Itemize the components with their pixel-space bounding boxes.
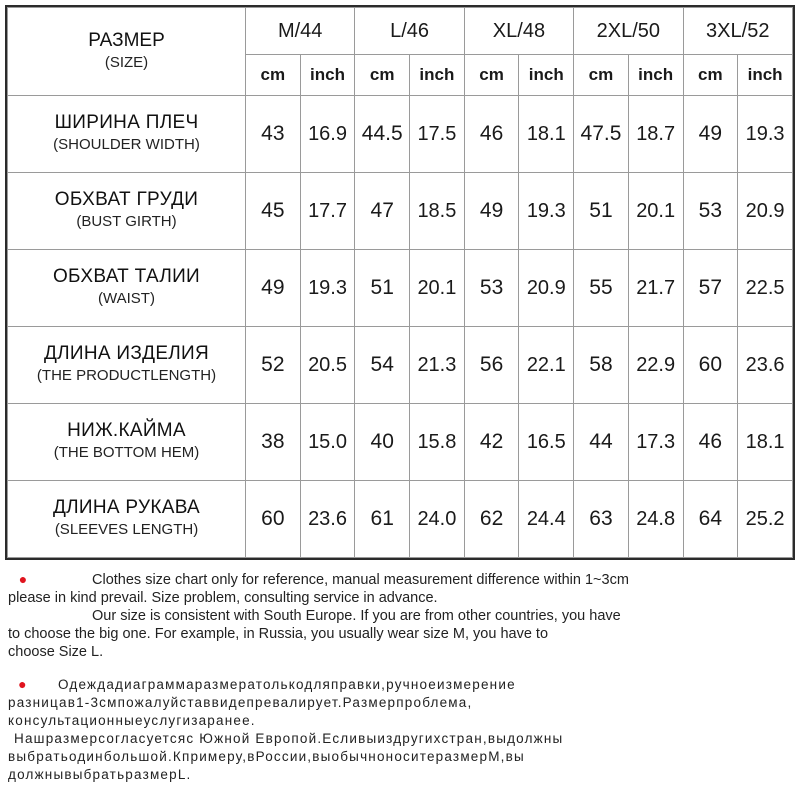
row-label-ru: ДЛИНА РУКАВА xyxy=(52,497,201,518)
unit-inch-2xl: inch xyxy=(628,55,683,96)
row-label-cell xyxy=(8,481,246,558)
value-inch-m: 20.5 xyxy=(300,327,355,404)
unit-cm-3xl: cm xyxy=(683,55,738,96)
value-inch-l: 17.5 xyxy=(410,96,465,173)
value-cm-2xl: 63 xyxy=(574,481,629,558)
table-row xyxy=(8,404,793,481)
unit-inch-m: inch xyxy=(300,55,355,96)
row-label-en: (THE BOTTOM HEM) xyxy=(53,444,200,461)
notes-section xyxy=(8,570,794,798)
note-en-line4: to choose the big one. For example, in Russia, you usually wear size M, you have to xyxy=(8,626,549,642)
value-cm-2xl: 47.5 xyxy=(574,96,629,173)
value-cm-3xl: 57 xyxy=(683,250,738,327)
size-label-ru: РАЗМЕР xyxy=(88,29,165,51)
size-label-cell xyxy=(8,8,246,96)
value-cm-m: 52 xyxy=(246,327,301,404)
note-en-line5: choose Size L. xyxy=(8,644,104,660)
size-header-l: L/46 xyxy=(355,8,464,55)
value-inch-xl: 18.1 xyxy=(519,96,574,173)
value-inch-m: 16.9 xyxy=(300,96,355,173)
unit-cm-l: cm xyxy=(355,55,410,96)
size-table xyxy=(7,7,793,558)
size-header-row xyxy=(8,8,793,55)
value-cm-m: 60 xyxy=(246,481,301,558)
value-cm-m: 45 xyxy=(246,173,301,250)
value-cm-m: 38 xyxy=(246,404,301,481)
value-inch-l: 15.8 xyxy=(410,404,465,481)
size-header-2xl: 2XL/50 xyxy=(574,8,683,55)
value-cm-xl: 56 xyxy=(464,327,519,404)
row-label-cell xyxy=(8,173,246,250)
value-cm-2xl: 44 xyxy=(574,404,629,481)
size-header-m: M/44 xyxy=(246,8,355,55)
row-label-ru: ДЛИНА ИЗДЕЛИЯ xyxy=(43,343,210,364)
value-cm-xl: 42 xyxy=(464,404,519,481)
value-inch-2xl: 20.1 xyxy=(628,173,683,250)
row-label-cell xyxy=(8,404,246,481)
value-cm-xl: 53 xyxy=(464,250,519,327)
value-inch-l: 20.1 xyxy=(410,250,465,327)
row-label-ru: ОБХВАТ ТАЛИИ xyxy=(52,266,201,287)
value-cm-2xl: 55 xyxy=(574,250,629,327)
row-label-cell xyxy=(8,250,246,327)
row-label-cell xyxy=(8,96,246,173)
row-label-ru: ШИРИНА ПЛЕЧ xyxy=(54,112,199,133)
value-inch-3xl: 23.6 xyxy=(738,327,793,404)
value-inch-xl: 16.5 xyxy=(519,404,574,481)
value-cm-2xl: 51 xyxy=(574,173,629,250)
value-inch-3xl: 18.1 xyxy=(738,404,793,481)
value-cm-l: 44.5 xyxy=(355,96,410,173)
value-cm-l: 51 xyxy=(355,250,410,327)
value-inch-3xl: 19.3 xyxy=(738,96,793,173)
table-row xyxy=(8,481,793,558)
row-label-en: (WAIST) xyxy=(98,290,155,307)
note-en-line2: please in kind prevail. Size problem, consulting service in advance. xyxy=(8,590,438,606)
value-cm-m: 49 xyxy=(246,250,301,327)
table-row xyxy=(8,96,793,173)
row-label-ru: ОБХВАТ ГРУДИ xyxy=(54,189,199,210)
value-inch-xl: 20.9 xyxy=(519,250,574,327)
value-inch-l: 24.0 xyxy=(410,481,465,558)
value-cm-l: 61 xyxy=(355,481,410,558)
note-ru-line6: должнывыбратьразмерL. xyxy=(8,767,192,782)
unit-inch-l: inch xyxy=(410,55,465,96)
value-cm-2xl: 58 xyxy=(574,327,629,404)
value-cm-xl: 46 xyxy=(464,96,519,173)
value-inch-m: 23.6 xyxy=(300,481,355,558)
row-label-ru: НИЖ.КАЙМА xyxy=(67,420,186,441)
bullet-icon: ● xyxy=(18,676,28,692)
value-inch-xl: 19.3 xyxy=(519,173,574,250)
value-inch-xl: 22.1 xyxy=(519,327,574,404)
value-inch-2xl: 24.8 xyxy=(628,481,683,558)
value-inch-3xl: 20.9 xyxy=(738,173,793,250)
unit-cm-m: cm xyxy=(246,55,301,96)
note-ru-line4: Нашразмерсогласуетсяс Южной Европой.Есливыиздругихстран,выдолжны xyxy=(14,731,564,746)
value-cm-3xl: 64 xyxy=(683,481,738,558)
note-ru-line2: разницав1-3смпожалуйставвидепревалирует.Размерпроблема, xyxy=(8,695,473,710)
value-inch-m: 17.7 xyxy=(300,173,355,250)
row-label-en: (SLEEVES LENGTH) xyxy=(54,521,199,538)
row-label-en: (SHOULDER WIDTH) xyxy=(53,136,200,153)
value-inch-2xl: 17.3 xyxy=(628,404,683,481)
value-cm-l: 54 xyxy=(355,327,410,404)
bullet-icon: ● xyxy=(18,571,28,587)
size-label-en: (SIZE) xyxy=(104,53,149,71)
row-label-cell xyxy=(8,327,246,404)
value-cm-l: 40 xyxy=(355,404,410,481)
value-inch-3xl: 22.5 xyxy=(738,250,793,327)
value-inch-2xl: 21.7 xyxy=(628,250,683,327)
table-row xyxy=(8,327,793,404)
table-row xyxy=(8,173,793,250)
note-en-line1: Clothes size chart only for reference, manual measurement difference within 1~3cm xyxy=(92,572,629,588)
unit-inch-3xl: inch xyxy=(738,55,793,96)
value-cm-m: 43 xyxy=(246,96,301,173)
note-english xyxy=(8,570,794,661)
row-label-en: (THE PRODUCTLENGTH) xyxy=(36,367,217,384)
size-header-xl: XL/48 xyxy=(464,8,573,55)
value-inch-3xl: 25.2 xyxy=(738,481,793,558)
size-header-3xl: 3XL/52 xyxy=(683,8,793,55)
unit-cm-xl: cm xyxy=(464,55,519,96)
value-cm-3xl: 60 xyxy=(683,327,738,404)
value-inch-m: 19.3 xyxy=(300,250,355,327)
table-row xyxy=(8,250,793,327)
note-en-line3: Our size is consistent with South Europe. If you are from other countries, you have xyxy=(92,608,621,624)
value-inch-2xl: 22.9 xyxy=(628,327,683,404)
note-ru-line3: консультационныеуслугизаранее. xyxy=(8,713,256,728)
value-cm-3xl: 53 xyxy=(683,173,738,250)
value-cm-xl: 62 xyxy=(464,481,519,558)
value-inch-m: 15.0 xyxy=(300,404,355,481)
size-chart xyxy=(5,5,795,560)
note-ru-line1: Одеждадиаграммаразмератолькодляправки,ручноеизмерение xyxy=(58,677,516,692)
value-inch-l: 18.5 xyxy=(410,173,465,250)
value-inch-l: 21.3 xyxy=(410,327,465,404)
value-inch-2xl: 18.7 xyxy=(628,96,683,173)
unit-cm-2xl: cm xyxy=(574,55,629,96)
row-label-en: (BUST GIRTH) xyxy=(76,213,177,230)
unit-inch-xl: inch xyxy=(519,55,574,96)
value-cm-3xl: 49 xyxy=(683,96,738,173)
value-inch-xl: 24.4 xyxy=(519,481,574,558)
note-ru-line5: выбратьодинбольшой.Кпримеру,вРоссии,выобычноноситеразмерM,вы xyxy=(8,749,525,764)
value-cm-l: 47 xyxy=(355,173,410,250)
note-russian xyxy=(8,675,794,784)
value-cm-3xl: 46 xyxy=(683,404,738,481)
value-cm-xl: 49 xyxy=(464,173,519,250)
